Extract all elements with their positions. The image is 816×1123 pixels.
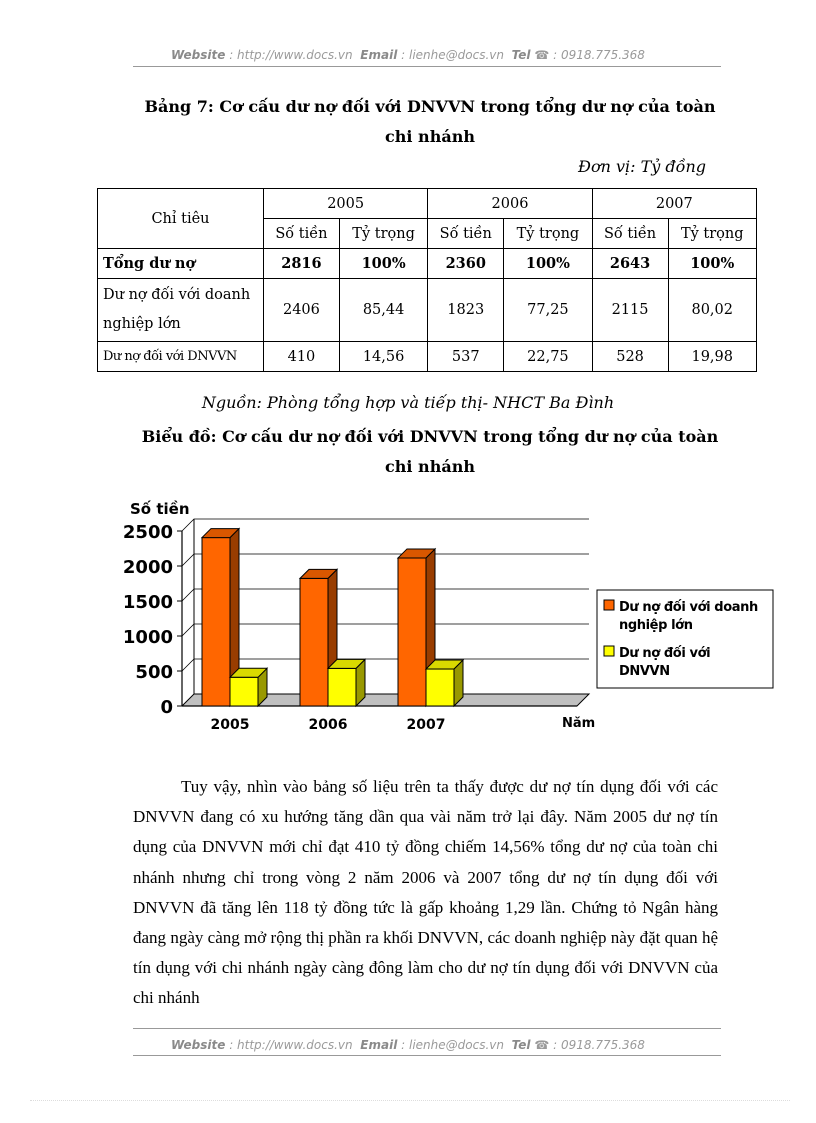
table-cell: 410 bbox=[264, 342, 340, 372]
tel-label: Tel bbox=[511, 48, 531, 62]
row-label: Tổng dư nợ bbox=[98, 249, 264, 279]
bar-dnvvn-2006 bbox=[328, 659, 365, 706]
tel-value: ☎ : 0918.775.368 bbox=[534, 48, 645, 62]
bar-front bbox=[300, 578, 328, 706]
sub-header-share: Tỷ trọng bbox=[339, 219, 427, 249]
y-tick-label: 2000 bbox=[122, 557, 173, 578]
unit-note: Đơn vị: Tỷ đồng bbox=[578, 157, 706, 176]
table-cell: 2360 bbox=[428, 249, 504, 279]
email-label: Email bbox=[360, 48, 398, 62]
back-wall bbox=[194, 519, 589, 694]
chart-grid bbox=[182, 519, 589, 671]
footer-rule-bottom bbox=[133, 1055, 721, 1056]
footer-rule bbox=[133, 1028, 721, 1029]
sub-header-amount: Số tiền bbox=[264, 219, 340, 249]
bar-front bbox=[426, 669, 454, 706]
row-label: Dư nợ đối với doanh nghiệp lớn bbox=[98, 279, 264, 342]
row-label: Dư nợ đối với DNVVN bbox=[98, 342, 264, 372]
legend-swatch bbox=[604, 646, 614, 656]
x-tick-label: 2005 bbox=[210, 717, 250, 733]
sub-header-share: Tỷ trọng bbox=[668, 219, 757, 249]
table-cell: 80,02 bbox=[668, 279, 757, 342]
y-tick-label: 1500 bbox=[122, 592, 173, 613]
table-cell: 537 bbox=[428, 342, 504, 372]
y-tick-label: 2500 bbox=[122, 522, 173, 543]
legend-label: Dư nợ đối với doanh bbox=[619, 600, 758, 615]
y-tick-label: 500 bbox=[135, 662, 173, 683]
table-cell: 19,98 bbox=[668, 342, 757, 372]
y-tick-label: 1000 bbox=[122, 627, 173, 648]
table-cell: 77,25 bbox=[504, 279, 592, 342]
chart-title: Biểu đồ: Cơ cấu dư nợ đối với DNVVN trong tổng dư nợ của toàn chi nhánh bbox=[141, 427, 719, 476]
website-label: Website bbox=[171, 48, 226, 62]
website-value[interactable]: : http://www.docs.vn bbox=[229, 48, 353, 62]
table-cell: 2406 bbox=[264, 279, 340, 342]
table-title: Bảng 7: Cơ cấu dư nợ đối với DNVVN trong tổng dư nợ của toàn chi nhánh bbox=[144, 97, 716, 146]
page-footer: Website : http://www.docs.vn Email : lienhe@docs.vn Tel ☎ : 0918.775.368 bbox=[171, 1038, 645, 1052]
bar-dnvvn-2007 bbox=[426, 660, 463, 706]
sub-header-share: Tỷ trọng bbox=[504, 219, 592, 249]
bar-front bbox=[398, 558, 426, 706]
table-cell: 100% bbox=[668, 249, 757, 279]
grid-line bbox=[182, 554, 589, 566]
legend-swatch bbox=[604, 600, 614, 610]
sub-header-amount: Số tiền bbox=[428, 219, 504, 249]
table-cell: 100% bbox=[339, 249, 427, 279]
y-tick-label: 0 bbox=[160, 697, 173, 718]
email-value[interactable]: : lienhe@docs.vn bbox=[401, 1038, 504, 1052]
table-cell: 2115 bbox=[592, 279, 668, 342]
grid-line bbox=[182, 519, 589, 531]
y-axis-title: Số tiền bbox=[130, 500, 190, 518]
page-edge bbox=[30, 1100, 790, 1101]
bar-dnvvn-2005 bbox=[230, 668, 267, 706]
table-cell: 2816 bbox=[264, 249, 340, 279]
legend-label: DNVVN bbox=[619, 664, 670, 679]
col-header-indicator: Chỉ tiêu bbox=[98, 189, 264, 249]
table-cell: 1823 bbox=[428, 279, 504, 342]
year-header-2006: 2006 bbox=[428, 189, 592, 219]
bar-front bbox=[328, 668, 356, 706]
website-value[interactable]: : http://www.docs.vn bbox=[229, 1038, 353, 1052]
table-cell: 85,44 bbox=[339, 279, 427, 342]
sub-header-amount: Số tiền bbox=[592, 219, 668, 249]
grid-line bbox=[182, 589, 589, 601]
table-cell: 100% bbox=[504, 249, 592, 279]
year-header-2005: 2005 bbox=[264, 189, 428, 219]
table-cell: 22,75 bbox=[504, 342, 592, 372]
grid-line bbox=[182, 624, 589, 636]
x-axis-title: Năm bbox=[562, 716, 596, 731]
year-header-2007: 2007 bbox=[592, 189, 756, 219]
bar-front bbox=[202, 538, 230, 706]
table-source: Nguồn: Phòng tổng hợp và tiếp thị- NHCT Ba Đình bbox=[201, 393, 615, 412]
table-cell: 2643 bbox=[592, 249, 668, 279]
table-cell: 14,56 bbox=[339, 342, 427, 372]
table-cell: 528 bbox=[592, 342, 668, 372]
email-value[interactable]: : lienhe@docs.vn bbox=[401, 48, 504, 62]
legend-label: nghiệp lớn bbox=[619, 618, 693, 633]
chart-legend bbox=[597, 590, 773, 688]
legend-label: Dư nợ đối với bbox=[619, 646, 711, 661]
chart-bars bbox=[202, 529, 463, 706]
x-tick-label: 2006 bbox=[308, 717, 348, 733]
bar-front bbox=[230, 677, 258, 706]
x-tick-label: 2007 bbox=[406, 717, 446, 733]
body-paragraph: Tuy vậy, nhìn vào bảng số liệu trên ta thấy được dư nợ tín dụng đối với các DNVVN đang có xu hướng tăng dần qua vài năm trở lại đây. Năm 2005 dư nợ tín dụng của DNVVN mới chỉ đạt 410 tỷ đồng chiếm 14,56% tổng dư nợ của toàn chi nhánh nhưng chỉ trong vòng 2 năm 2006 và 2007 tổng dư nợ tín dụng đối với DNVVN đã tăng lên 118 tỷ đồng tức là gấp khoảng 1,29 lần. Chứng tỏ Ngân hàng đang ngày càng mở rộng thị phần ra khối DNVVN, các doanh nghiệp này đặt quan hệ tín dụng với chi nhánh ngày càng đông làm cho dư nợ tín dụng đối với DNVVN của chi nhánh bbox=[133, 777, 718, 1008]
